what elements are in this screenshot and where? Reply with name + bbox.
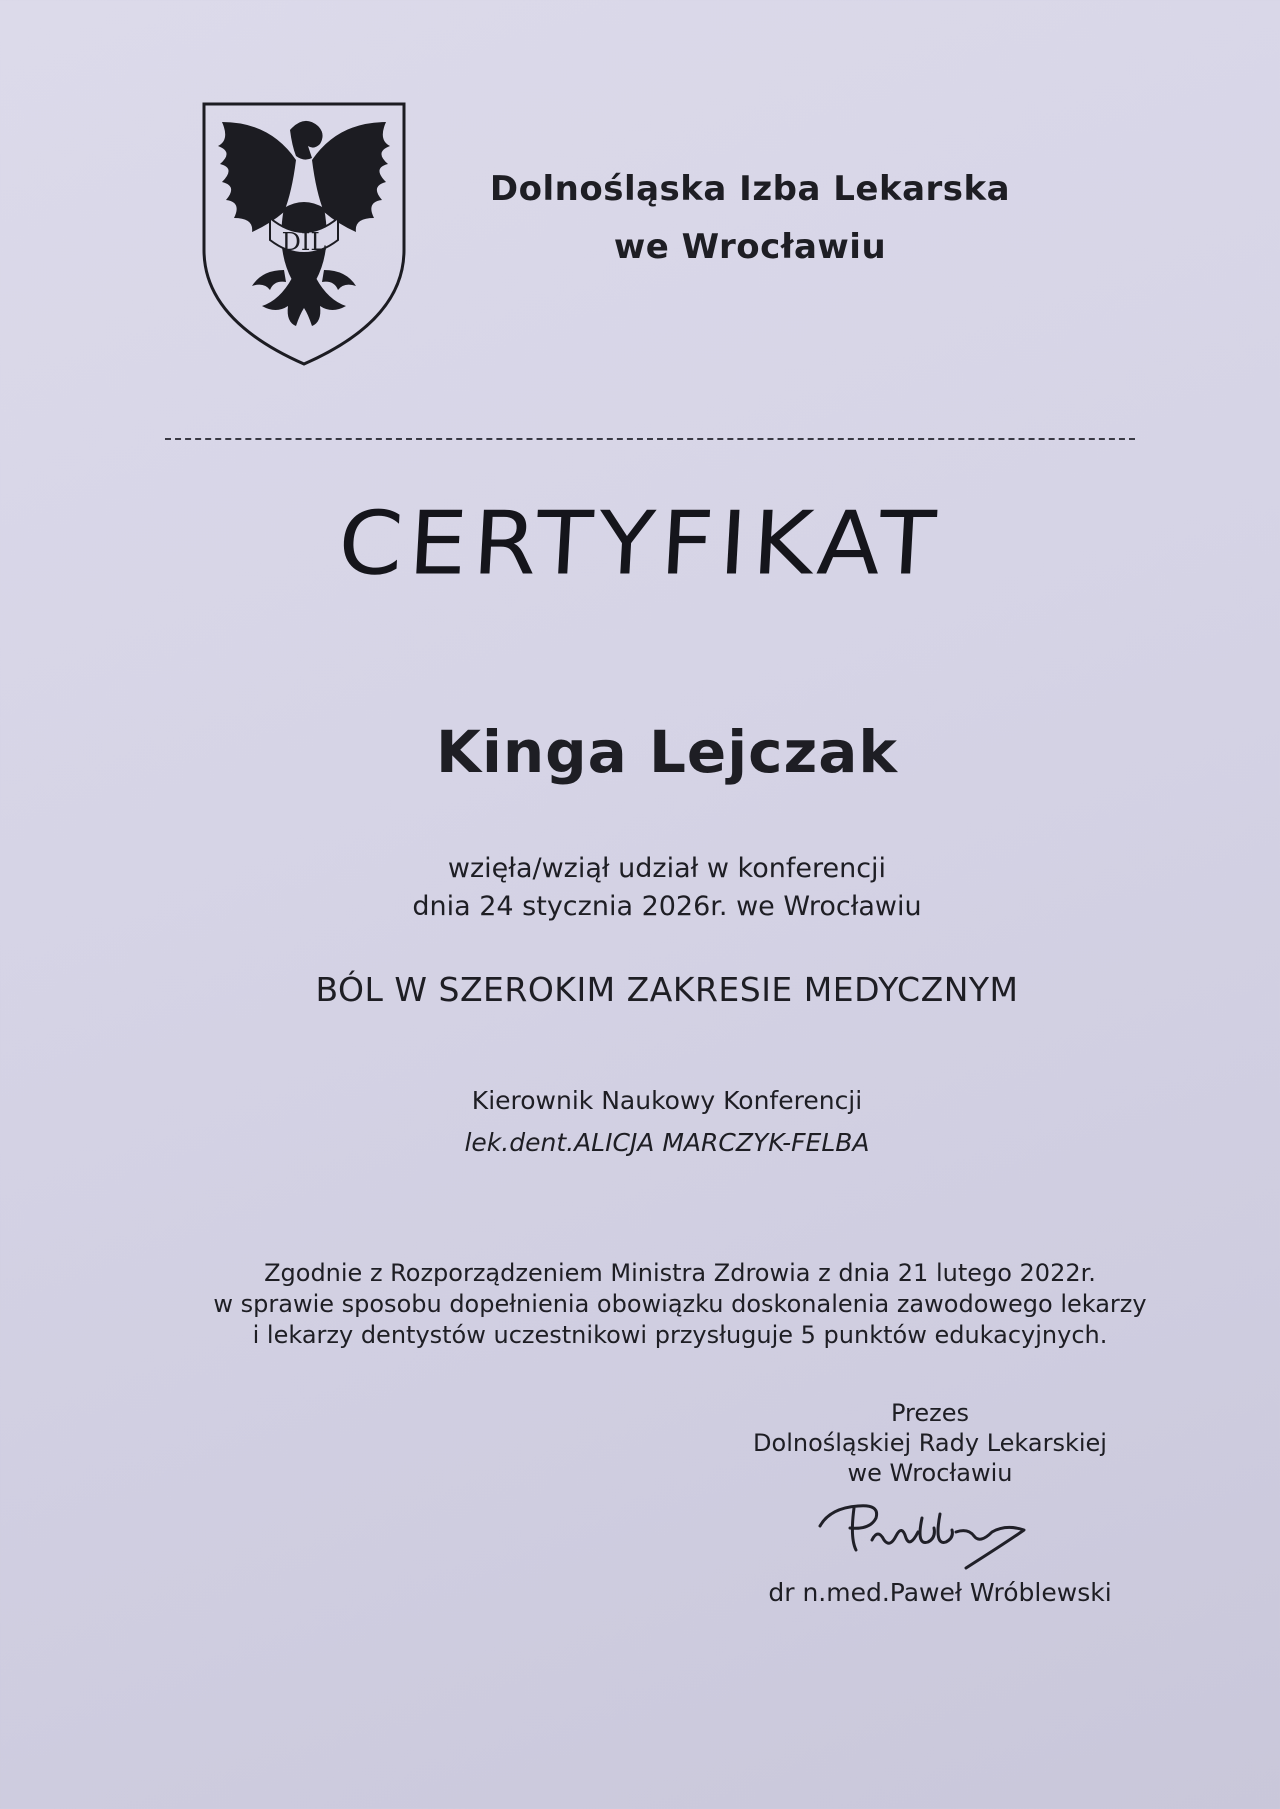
signatory-role xyxy=(700,1398,1160,1488)
eagle-crest-icon xyxy=(200,100,408,368)
signatory-name: dr n.med.Paweł Wróblewski xyxy=(768,1578,1112,1607)
regulation-line-3: i lekarzy dentystów uczestnikowi przysługuje 5 punktów edukacyjnych. xyxy=(252,1321,1108,1349)
director-role: Kierownik Naukowy Konferencji xyxy=(471,1086,863,1115)
director-name: lek.dent.ALICJA MARCZYK-FELBA xyxy=(464,1128,870,1157)
certificate-title: CERTYFIKAT xyxy=(335,492,945,595)
organization-line-2: we Wrocławiu xyxy=(613,227,887,267)
signatory-role-line-3: we Wrocławiu xyxy=(847,1459,1013,1487)
organization-line-1: Dolnośląska Izba Lekarska xyxy=(489,169,1011,209)
handwritten-signature-icon xyxy=(810,1488,1040,1578)
dashed-divider xyxy=(165,438,1135,440)
regulation-line-1: Zgodnie z Rozporządzeniem Ministra Zdrowia z dnia 21 lutego 2022r. xyxy=(264,1259,1096,1287)
recipient-name: Kinga Lejczak xyxy=(436,718,898,786)
regulation-line-2: w sprawie sposobu dopełnienia obowiązku doskonalenia zawodowego lekarzy xyxy=(213,1290,1147,1318)
participation-statement xyxy=(0,850,1280,926)
organization-name xyxy=(440,160,1060,276)
scientific-director xyxy=(0,1080,1280,1164)
participation-line-1: wzięła/wziął udział w konferencji xyxy=(447,853,887,884)
conference-title: BÓL W SZEROKIM ZAKRESIE MEDYCZNYM xyxy=(315,970,1019,1009)
regulation-note xyxy=(0,1258,1280,1351)
participation-line-2: dnia 24 stycznia 2026r. we Wrocławiu xyxy=(412,891,922,922)
signatory-role-line-1: Prezes xyxy=(890,1399,970,1427)
signatory-role-line-2: Dolnośląskiej Rady Lekarskiej xyxy=(753,1429,1107,1457)
svg-text:DIL: DIL xyxy=(281,228,327,256)
